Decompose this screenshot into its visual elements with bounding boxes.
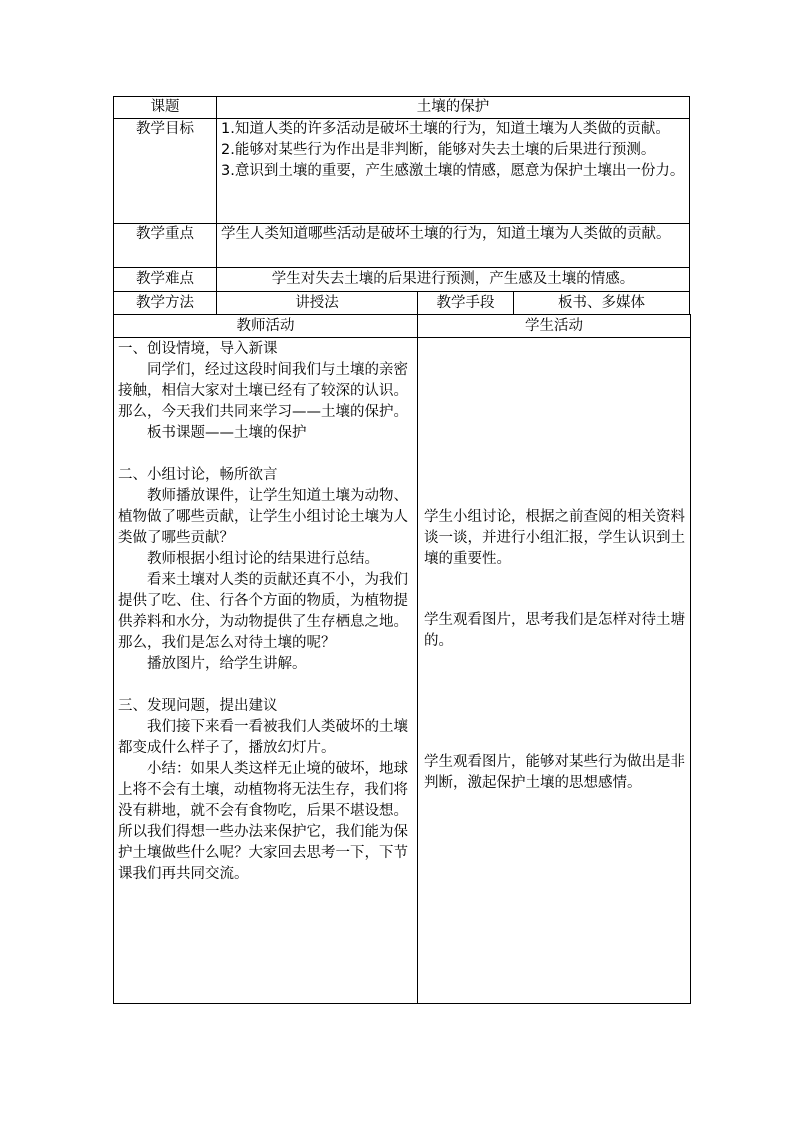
- section-2-paragraph-2: 教师根据小组讨论的结果进行总结。: [147, 551, 379, 567]
- section-2-title: 二、小组讨论，畅所欲言: [118, 467, 278, 483]
- teacher-activity-header: 教师活动: [236, 317, 295, 334]
- method-label: 教学方法: [136, 294, 194, 311]
- student-activity-3: 学生观看图片，能够对某些行为做出是非判断，激起保护土壤的思想感情。: [424, 754, 685, 791]
- goal-list: [221, 119, 686, 182]
- method-value: 讲授法: [295, 294, 339, 311]
- section-2-paragraph-1: 教师播放课件，让学生知道土壤为动物、植物做了哪些贡献，让学生小组讨论土壤为人类做了哪些贡献？: [118, 488, 408, 546]
- means-value: 板书、多媒体: [558, 294, 645, 311]
- section-2-paragraph-3: 看来土壤对人类的贡献还真不小，为我们提供了吃、住、行各个方面的物质，为植物提供养料和水分，为动物提供了生存栖息之地。那么，我们是怎么对待土壤的呢？: [118, 572, 408, 651]
- goal-item-3: 3.意识到土壤的重要，产生感激土壤的情感，愿意为保护土壤出一份力。: [221, 163, 685, 179]
- section-2-paragraph-4: 播放图片，给学生讲解。: [147, 656, 307, 672]
- goal-label: 教学目标: [136, 121, 194, 137]
- section-3-title: 三、发现问题，提出建议: [118, 698, 278, 714]
- goal-item-1: 1.知道人类的许多活动是破坏土壤的行为，知道土壤为人类做的贡献。: [221, 121, 670, 137]
- key-value: 学生人类知道哪些活动是破坏土壤的行为，知道土壤为人类做的贡献。: [221, 226, 671, 242]
- difficulty-value: 学生对失去土壤的后果进行预测，产生感及土壤的情感。: [271, 271, 635, 287]
- section-3-summary: 小结：如果人类这样无止境的破坏，地球上将不会有土壤，动植物将无法生存，我们将没有耕地，就不会有食物吃，后果不堪设想。所以我们得想一些办法来保护它，我们能为保护土壤做些什么呢？大家回去思考一下，下节课我们再共同交流。: [118, 761, 408, 882]
- topic-value: 土壤的保护: [416, 99, 490, 115]
- section-1-blackboard: 板书课题——土壤的保护: [147, 425, 307, 441]
- student-activity-2: 学生观看图片，思考我们是怎样对待土塘的。: [424, 612, 685, 649]
- topic-label: 课题: [150, 99, 180, 115]
- student-activity-1: 学生小组讨论，根据之前查阅的相关资料谈一谈，并进行小组汇报，学生认识到土壤的重要性。: [424, 509, 685, 567]
- teacher-activity-content: [118, 339, 410, 885]
- means-label: 教学手段: [436, 294, 495, 311]
- difficulty-label: 教学难点: [136, 271, 194, 287]
- key-label: 教学重点: [136, 226, 194, 242]
- goal-item-2: 2.能够对某些行为作出是非判断，能够对失去土壤的后果进行预测。: [221, 142, 656, 158]
- section-1-paragraph: 同学们，经过这段时间我们与土壤的亲密接触，相信大家对土壤已经有了较深的认识。那么，今天我们共同来学习——土壤的保护。: [118, 362, 408, 420]
- student-activity-header: 学生活动: [525, 317, 583, 334]
- section-1-title: 一、创设情境，导入新课: [118, 341, 278, 357]
- section-3-paragraph-1: 我们接下来看一看被我们人类破坏的土壤都变成什么样子了，播放幻灯片。: [118, 719, 408, 756]
